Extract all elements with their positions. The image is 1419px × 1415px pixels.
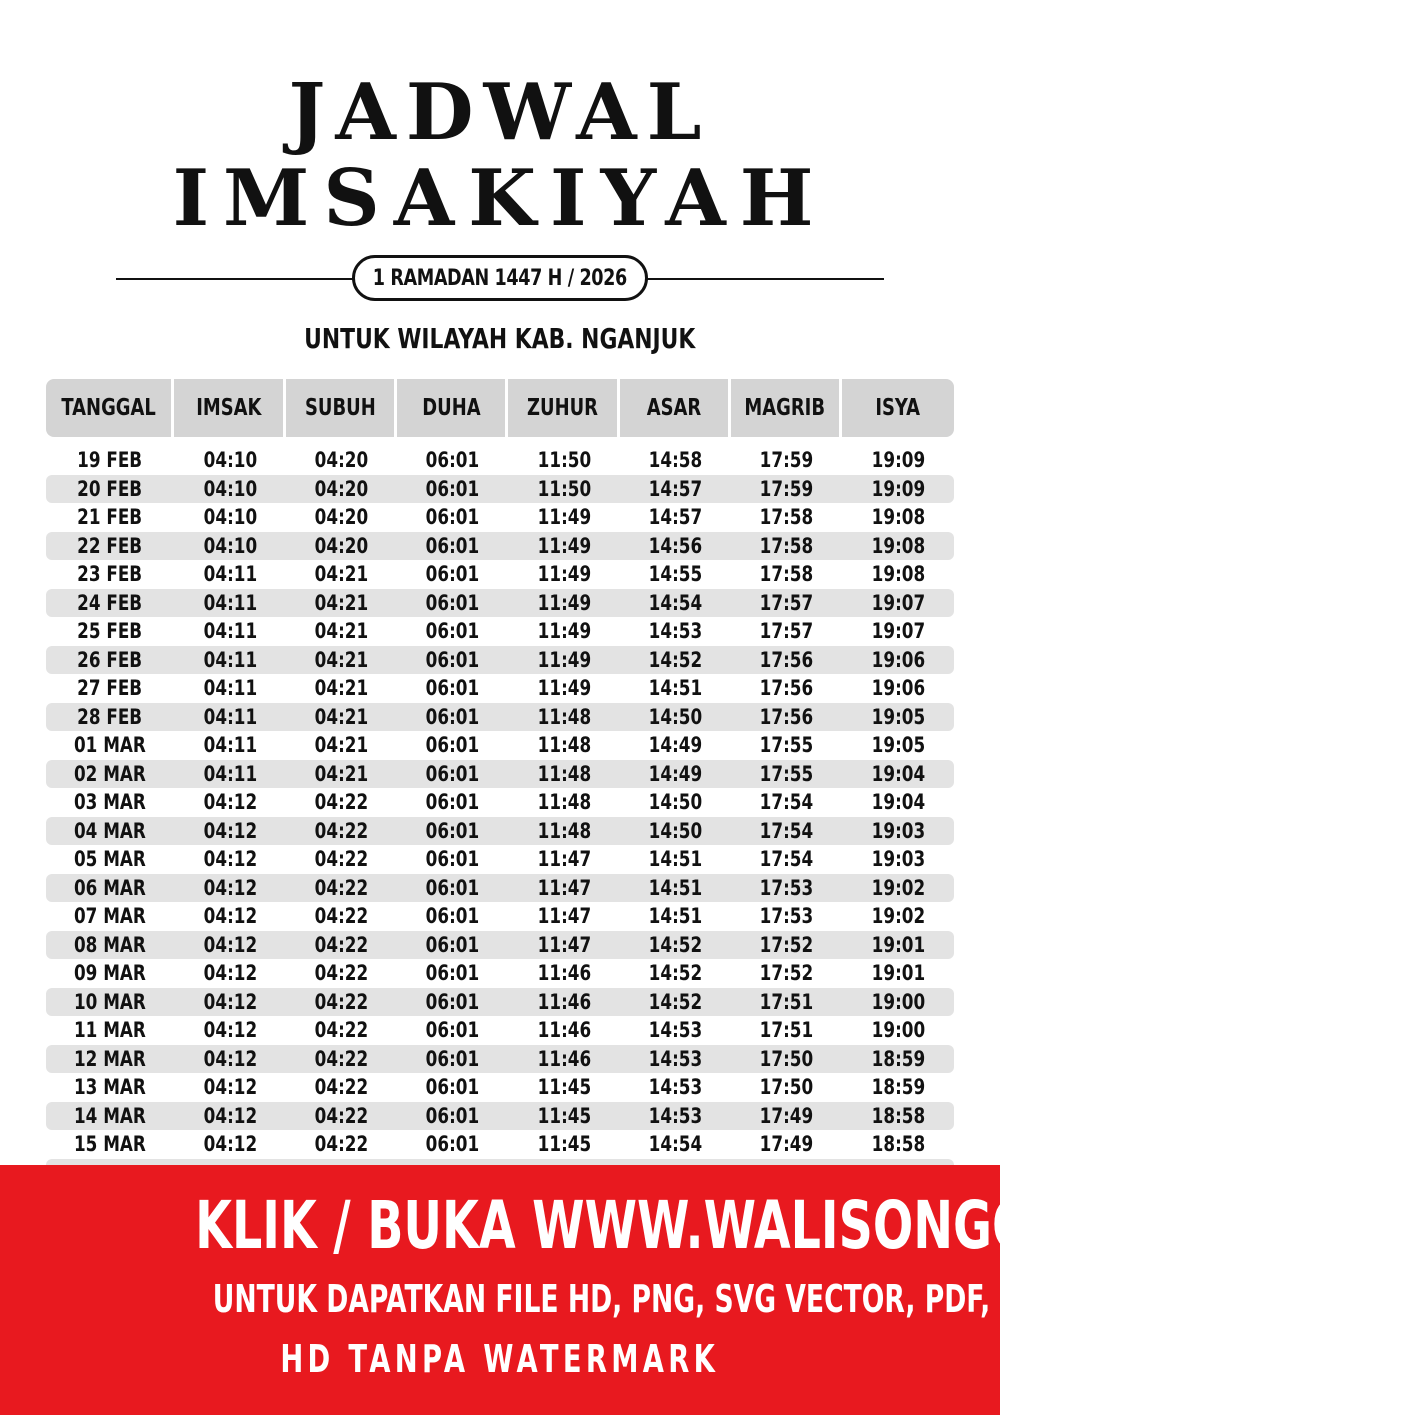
divider-right: [646, 278, 884, 280]
table-cell-magrib: 17:50: [759, 1075, 814, 1100]
table-cell-tanggal: 09 MAR: [74, 961, 146, 986]
table-cell-magrib: 17:56: [759, 647, 814, 672]
table-cell-subuh: 04:22: [314, 932, 369, 957]
table-cell-zuhur: 11:48: [537, 733, 591, 758]
table-cell-asar: 14:49: [648, 733, 703, 758]
subtitle-text: 1 RAMADAN 1447 H / 2026: [372, 265, 628, 291]
table-cell-duha: 06:01: [425, 733, 480, 758]
table-row: [46, 1016, 954, 1045]
table-cell-tanggal: 23 FEB: [77, 562, 143, 587]
table-cell-duha: 06:01: [425, 875, 480, 900]
table-row: [46, 674, 954, 703]
table-cell-asar: 14:51: [648, 676, 703, 701]
table-cell-duha: 06:01: [425, 505, 480, 530]
table-cell-imsak: 04:11: [203, 733, 257, 758]
column-header-isya: ISYA: [842, 379, 954, 437]
table-cell-imsak: 04:11: [203, 647, 257, 672]
table-cell-asar: 14:53: [648, 1018, 703, 1043]
table-row: [46, 1073, 954, 1102]
table-row: [46, 788, 954, 817]
table-cell-subuh: 04:22: [314, 1046, 369, 1071]
table-cell-isya: 18:59: [871, 1046, 925, 1071]
table-cell-imsak: 04:12: [203, 1103, 257, 1128]
table-cell-duha: 06:01: [425, 904, 480, 929]
table-cell-tanggal: 14 MAR: [74, 1103, 146, 1128]
table-cell-zuhur: 11:48: [537, 818, 591, 843]
table-cell-tanggal: 10 MAR: [74, 989, 146, 1014]
table-cell-magrib: 17:57: [759, 619, 814, 644]
table-cell-magrib: 17:53: [759, 904, 814, 929]
table-row: [46, 446, 954, 475]
table-cell-duha: 06:01: [425, 761, 480, 786]
table-cell-subuh: 04:22: [314, 1132, 369, 1157]
region-text: UNTUK WILAYAH KAB. NGANJUK: [304, 322, 696, 355]
table-cell-zuhur: 11:50: [537, 448, 591, 473]
table-cell-zuhur: 11:48: [537, 790, 591, 815]
table-cell-duha: 06:01: [425, 647, 480, 672]
table-cell-zuhur: 11:49: [537, 505, 591, 530]
table-cell-duha: 06:01: [425, 562, 480, 587]
table-cell-duha: 06:01: [425, 818, 480, 843]
table-cell-asar: 14:51: [648, 875, 703, 900]
table-cell-duha: 06:01: [425, 676, 480, 701]
table-cell-imsak: 04:11: [203, 761, 257, 786]
table-cell-magrib: 17:52: [759, 932, 814, 957]
table-cell-subuh: 04:21: [314, 590, 369, 615]
table-cell-imsak: 04:11: [203, 676, 257, 701]
table-cell-asar: 14:54: [648, 1132, 703, 1157]
table-cell-isya: 19:06: [871, 647, 925, 672]
table-cell-asar: 14:51: [648, 847, 703, 872]
table-cell-zuhur: 11:46: [537, 961, 591, 986]
table-cell-isya: 19:00: [871, 1018, 925, 1043]
table-cell-duha: 06:01: [425, 533, 480, 558]
table-cell-asar: 14:57: [648, 505, 703, 530]
table-cell-tanggal: 27 FEB: [77, 676, 143, 701]
table-cell-subuh: 04:22: [314, 847, 369, 872]
table-cell-isya: 19:08: [871, 533, 925, 558]
table-cell-asar: 14:52: [648, 989, 703, 1014]
table-cell-imsak: 04:12: [203, 790, 257, 815]
table-cell-subuh: 04:21: [314, 562, 369, 587]
table-cell-duha: 06:01: [425, 619, 480, 644]
table-cell-imsak: 04:11: [203, 562, 257, 587]
table-cell-tanggal: 02 MAR: [74, 761, 146, 786]
table-cell-zuhur: 11:47: [537, 904, 591, 929]
table-cell-isya: 19:05: [871, 704, 925, 729]
table-cell-duha: 06:01: [425, 989, 480, 1014]
table-cell-duha: 06:01: [425, 1103, 480, 1128]
table-row: [46, 817, 954, 846]
table-cell-imsak: 04:12: [203, 1018, 257, 1043]
table-cell-magrib: 17:56: [759, 704, 814, 729]
table-cell-duha: 06:01: [425, 932, 480, 957]
table-cell-magrib: 17:54: [759, 847, 814, 872]
table-cell-magrib: 17:54: [759, 790, 814, 815]
table-cell-zuhur: 11:49: [537, 619, 591, 644]
table-cell-subuh: 04:20: [314, 533, 369, 558]
table-cell-imsak: 04:12: [203, 961, 257, 986]
table-cell-isya: 19:06: [871, 676, 925, 701]
table-cell-magrib: 17:59: [759, 476, 814, 501]
table-row: [46, 646, 954, 675]
table-cell-subuh: 04:22: [314, 818, 369, 843]
table-cell-subuh: 04:21: [314, 704, 369, 729]
table-cell-imsak: 04:11: [203, 590, 257, 615]
table-cell-zuhur: 11:46: [537, 989, 591, 1014]
table-cell-subuh: 04:21: [314, 676, 369, 701]
table-row: [46, 532, 954, 561]
table-cell-isya: 19:04: [871, 790, 925, 815]
table-cell-tanggal: 15 MAR: [74, 1132, 146, 1157]
divider-left: [116, 278, 354, 280]
table-cell-asar: 14:56: [648, 533, 703, 558]
table-row: [46, 1130, 954, 1159]
table-cell-tanggal: 12 MAR: [74, 1046, 146, 1071]
table-cell-duha: 06:01: [425, 790, 480, 815]
table-cell-tanggal: 08 MAR: [74, 932, 146, 957]
table-cell-zuhur: 11:46: [537, 1018, 591, 1043]
table-cell-isya: 19:07: [871, 619, 925, 644]
table-cell-isya: 18:58: [871, 1132, 925, 1157]
table-cell-subuh: 04:22: [314, 790, 369, 815]
table-cell-tanggal: 06 MAR: [74, 875, 146, 900]
table-cell-imsak: 04:10: [203, 505, 257, 530]
table-cell-zuhur: 11:48: [537, 761, 591, 786]
page-title-line2: IMSAKIYAH: [172, 153, 828, 244]
table-cell-isya: 19:07: [871, 590, 925, 615]
table-cell-magrib: 17:49: [759, 1132, 814, 1157]
table-cell-duha: 06:01: [425, 476, 480, 501]
table-cell-magrib: 17:55: [759, 733, 814, 758]
table-cell-subuh: 04:21: [314, 761, 369, 786]
table-cell-subuh: 04:20: [314, 448, 369, 473]
table-cell-magrib: 17:59: [759, 448, 814, 473]
table-cell-tanggal: 26 FEB: [77, 647, 143, 672]
column-header-subuh: SUBUH: [286, 379, 397, 437]
table-cell-magrib: 17:50: [759, 1046, 814, 1071]
table-cell-duha: 06:01: [425, 448, 480, 473]
table-cell-isya: 19:08: [871, 505, 925, 530]
table-cell-subuh: 04:21: [314, 619, 369, 644]
table-cell-tanggal: 04 MAR: [74, 818, 146, 843]
table-cell-imsak: 04:12: [203, 932, 257, 957]
table-header: [46, 379, 954, 437]
schedule-table-body: [46, 446, 954, 1159]
table-cell-subuh: 04:20: [314, 476, 369, 501]
promo-note: HD TANPA WATERMARK: [280, 1337, 720, 1381]
table-cell-imsak: 04:12: [203, 847, 257, 872]
table-cell-imsak: 04:10: [203, 476, 257, 501]
column-header-tanggal: TANGGAL: [46, 379, 174, 437]
table-cell-tanggal: 24 FEB: [77, 590, 143, 615]
table-cell-tanggal: 05 MAR: [74, 847, 146, 872]
table-cell-tanggal: 28 FEB: [77, 704, 143, 729]
promo-banner: [0, 1165, 1206, 1415]
table-cell-isya: 19:09: [871, 448, 925, 473]
table-cell-imsak: 04:12: [203, 989, 257, 1014]
table-cell-isya: 19:09: [871, 476, 925, 501]
table-cell-asar: 14:50: [648, 790, 703, 815]
table-cell-isya: 19:02: [871, 904, 925, 929]
table-cell-subuh: 04:22: [314, 961, 369, 986]
table-cell-subuh: 04:20: [314, 505, 369, 530]
table-cell-zuhur: 11:46: [537, 1046, 591, 1071]
table-cell-zuhur: 11:49: [537, 533, 591, 558]
table-cell-tanggal: 25 FEB: [77, 619, 143, 644]
table-cell-isya: 19:04: [871, 761, 925, 786]
table-cell-subuh: 04:22: [314, 1018, 369, 1043]
table-cell-asar: 14:52: [648, 647, 703, 672]
table-cell-duha: 06:01: [425, 1132, 480, 1157]
table-cell-tanggal: 11 MAR: [74, 1018, 146, 1043]
page-title-line1: JADWAL: [288, 67, 712, 158]
table-cell-duha: 06:01: [425, 961, 480, 986]
table-cell-isya: 19:01: [871, 961, 925, 986]
table-cell-magrib: 17:55: [759, 761, 814, 786]
table-cell-zuhur: 11:47: [537, 875, 591, 900]
table-cell-magrib: 17:49: [759, 1103, 814, 1128]
table-cell-zuhur: 11:49: [537, 590, 591, 615]
table-cell-subuh: 04:22: [314, 904, 369, 929]
table-cell-imsak: 04:12: [203, 904, 257, 929]
table-cell-asar: 14:52: [648, 932, 703, 957]
table-row: [46, 1102, 954, 1131]
table-cell-subuh: 04:22: [314, 875, 369, 900]
table-cell-zuhur: 11:47: [537, 847, 591, 872]
table-cell-isya: 19:01: [871, 932, 925, 957]
table-row: [46, 988, 954, 1017]
table-cell-duha: 06:01: [425, 1046, 480, 1071]
promo-headline: KLIK / BUKA WWW.WALISONGO.CO.ID: [195, 1187, 1199, 1264]
table-cell-tanggal: 21 FEB: [77, 505, 143, 530]
region-label: [0, 322, 1000, 355]
table-row: [46, 560, 954, 589]
table-cell-tanggal: 22 FEB: [77, 533, 143, 558]
table-cell-asar: 14:53: [648, 1075, 703, 1100]
table-cell-zuhur: 11:45: [537, 1103, 591, 1128]
table-cell-asar: 14:53: [648, 619, 703, 644]
table-cell-duha: 06:01: [425, 847, 480, 872]
table-cell-tanggal: 07 MAR: [74, 904, 146, 929]
table-cell-isya: 19:02: [871, 875, 925, 900]
table-cell-tanggal: 01 MAR: [74, 733, 146, 758]
table-cell-asar: 14:50: [648, 704, 703, 729]
table-cell-magrib: 17:53: [759, 875, 814, 900]
table-cell-zuhur: 11:49: [537, 676, 591, 701]
table-cell-asar: 14:50: [648, 818, 703, 843]
table-row: [46, 475, 954, 504]
table-cell-isya: 19:00: [871, 989, 925, 1014]
table-cell-magrib: 17:51: [759, 1018, 814, 1043]
table-cell-asar: 14:53: [648, 1103, 703, 1128]
table-row: [46, 959, 954, 988]
promo-subline: UNTUK DAPATKAN FILE HD, PNG, SVG VECTOR, PDF, WORD, EXCEL: [212, 1277, 1206, 1321]
table-cell-asar: 14:52: [648, 961, 703, 986]
table-cell-isya: 19:03: [871, 847, 925, 872]
table-cell-zuhur: 11:45: [537, 1132, 591, 1157]
table-cell-magrib: 17:58: [759, 505, 814, 530]
table-cell-magrib: 17:58: [759, 562, 814, 587]
table-cell-magrib: 17:51: [759, 989, 814, 1014]
table-cell-duha: 06:01: [425, 1018, 480, 1043]
table-cell-imsak: 04:12: [203, 1046, 257, 1071]
table-cell-isya: 19:08: [871, 562, 925, 587]
table-cell-magrib: 17:52: [759, 961, 814, 986]
table-cell-isya: 19:03: [871, 818, 925, 843]
table-cell-asar: 14:51: [648, 904, 703, 929]
table-cell-isya: 18:58: [871, 1103, 925, 1128]
table-cell-tanggal: 19 FEB: [77, 448, 143, 473]
table-cell-subuh: 04:22: [314, 989, 369, 1014]
table-row: [46, 617, 954, 646]
column-header-duha: DUHA: [397, 379, 508, 437]
table-cell-magrib: 17:57: [759, 590, 814, 615]
table-cell-imsak: 04:11: [203, 619, 257, 644]
column-header-magrib: MAGRIB: [731, 379, 842, 437]
table-cell-asar: 14:57: [648, 476, 703, 501]
table-cell-subuh: 04:22: [314, 1103, 369, 1128]
table-row: [46, 845, 954, 874]
table-cell-asar: 14:54: [648, 590, 703, 615]
table-cell-duha: 06:01: [425, 704, 480, 729]
table-cell-zuhur: 11:47: [537, 932, 591, 957]
table-cell-asar: 14:55: [648, 562, 703, 587]
table-row: [46, 760, 954, 789]
table-cell-subuh: 04:21: [314, 647, 369, 672]
table-cell-asar: 14:58: [648, 448, 703, 473]
table-row: [46, 703, 954, 732]
table-cell-imsak: 04:12: [203, 875, 257, 900]
column-header-asar: ASAR: [620, 379, 731, 437]
subtitle-badge: [352, 255, 648, 301]
table-row: [46, 931, 954, 960]
table-cell-tanggal: 13 MAR: [74, 1075, 146, 1100]
table-row: [46, 731, 954, 760]
table-cell-zuhur: 11:49: [537, 647, 591, 672]
table-cell-imsak: 04:10: [203, 448, 257, 473]
table-cell-asar: 14:49: [648, 761, 703, 786]
table-cell-asar: 14:53: [648, 1046, 703, 1071]
table-cell-isya: 19:05: [871, 733, 925, 758]
table-cell-magrib: 17:58: [759, 533, 814, 558]
table-cell-magrib: 17:56: [759, 676, 814, 701]
table-cell-duha: 06:01: [425, 590, 480, 615]
table-cell-zuhur: 11:49: [537, 562, 591, 587]
column-header-zuhur: ZUHUR: [508, 379, 620, 437]
table-cell-tanggal: 20 FEB: [77, 476, 143, 501]
table-cell-zuhur: 11:45: [537, 1075, 591, 1100]
column-header-imsak: IMSAK: [174, 379, 286, 437]
table-cell-imsak: 04:10: [203, 533, 257, 558]
table-cell-duha: 06:01: [425, 1075, 480, 1100]
table-row: [46, 874, 954, 903]
table-cell-magrib: 17:54: [759, 818, 814, 843]
table-cell-imsak: 04:12: [203, 1075, 257, 1100]
table-cell-subuh: 04:22: [314, 1075, 369, 1100]
table-cell-imsak: 04:12: [203, 818, 257, 843]
table-row: [46, 1045, 954, 1074]
table-cell-imsak: 04:11: [203, 704, 257, 729]
table-cell-zuhur: 11:48: [537, 704, 591, 729]
table-cell-subuh: 04:21: [314, 733, 369, 758]
table-row: [46, 902, 954, 931]
table-cell-zuhur: 11:50: [537, 476, 591, 501]
table-row: [46, 503, 954, 532]
table-row: [46, 589, 954, 618]
table-cell-imsak: 04:12: [203, 1132, 257, 1157]
table-cell-isya: 18:59: [871, 1075, 925, 1100]
table-cell-tanggal: 03 MAR: [74, 790, 146, 815]
